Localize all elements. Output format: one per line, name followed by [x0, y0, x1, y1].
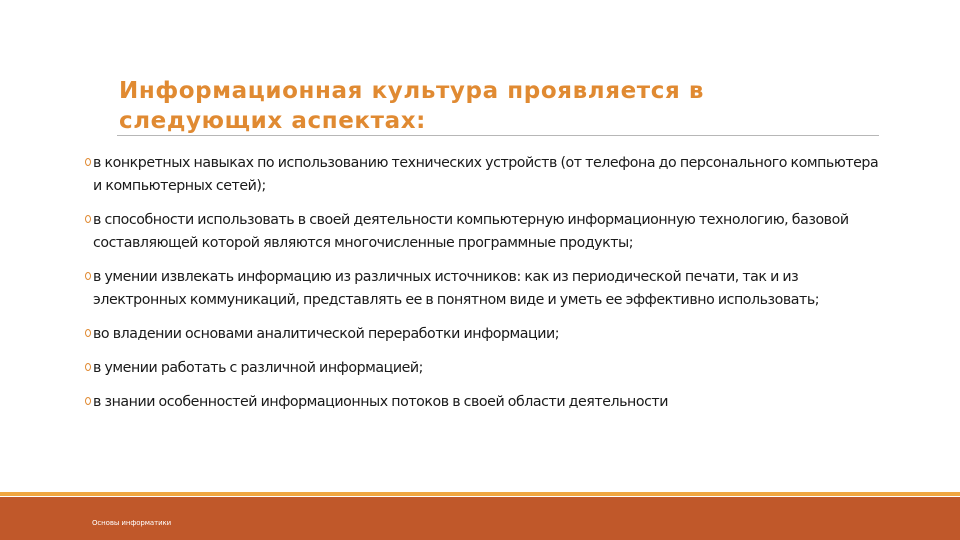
- bullet-text: в конкретных навыках по использованию технических устройств (от телефона до персонального компьютера и компьютерных сетей);: [93, 155, 879, 194]
- bullet-item: [86, 357, 886, 380]
- bullet-text: во владении основами аналитической переработки информации;: [93, 326, 560, 342]
- slide-title: Информационная культура проявляется в следующих аспектах:: [119, 78, 705, 134]
- bullet-text: в знании особенностей информационных потоков в своей области деятельности: [93, 394, 668, 410]
- bullet-item: [86, 391, 886, 414]
- bullet-item: [86, 266, 886, 312]
- footer-text: Основы информатики: [92, 519, 172, 527]
- bullet-text: в умении извлекать информацию из различных источников: как из периодической печати, так и из электронных коммуникаций, представлять ее в понятном виде и уметь ее эффективно использовать;: [93, 269, 820, 308]
- bullet-text: в способности использовать в своей деятельности компьютерную информационную технологию, базовой составляющей которой являются многочисленные программные продукты;: [93, 212, 849, 251]
- bullet-list: [86, 152, 886, 425]
- footer-accent-line: [0, 492, 960, 496]
- bullet-item: [86, 152, 886, 198]
- bullet-item: [86, 323, 886, 346]
- title-divider: [117, 135, 879, 136]
- circle-bullet-icon: [85, 215, 91, 223]
- bullet-item: [86, 209, 886, 255]
- circle-bullet-icon: [85, 397, 91, 405]
- circle-bullet-icon: [85, 272, 91, 280]
- circle-bullet-icon: [85, 363, 91, 371]
- bullet-text: в умении работать с различной информацией;: [93, 360, 423, 376]
- circle-bullet-icon: [85, 158, 91, 166]
- circle-bullet-icon: [85, 329, 91, 337]
